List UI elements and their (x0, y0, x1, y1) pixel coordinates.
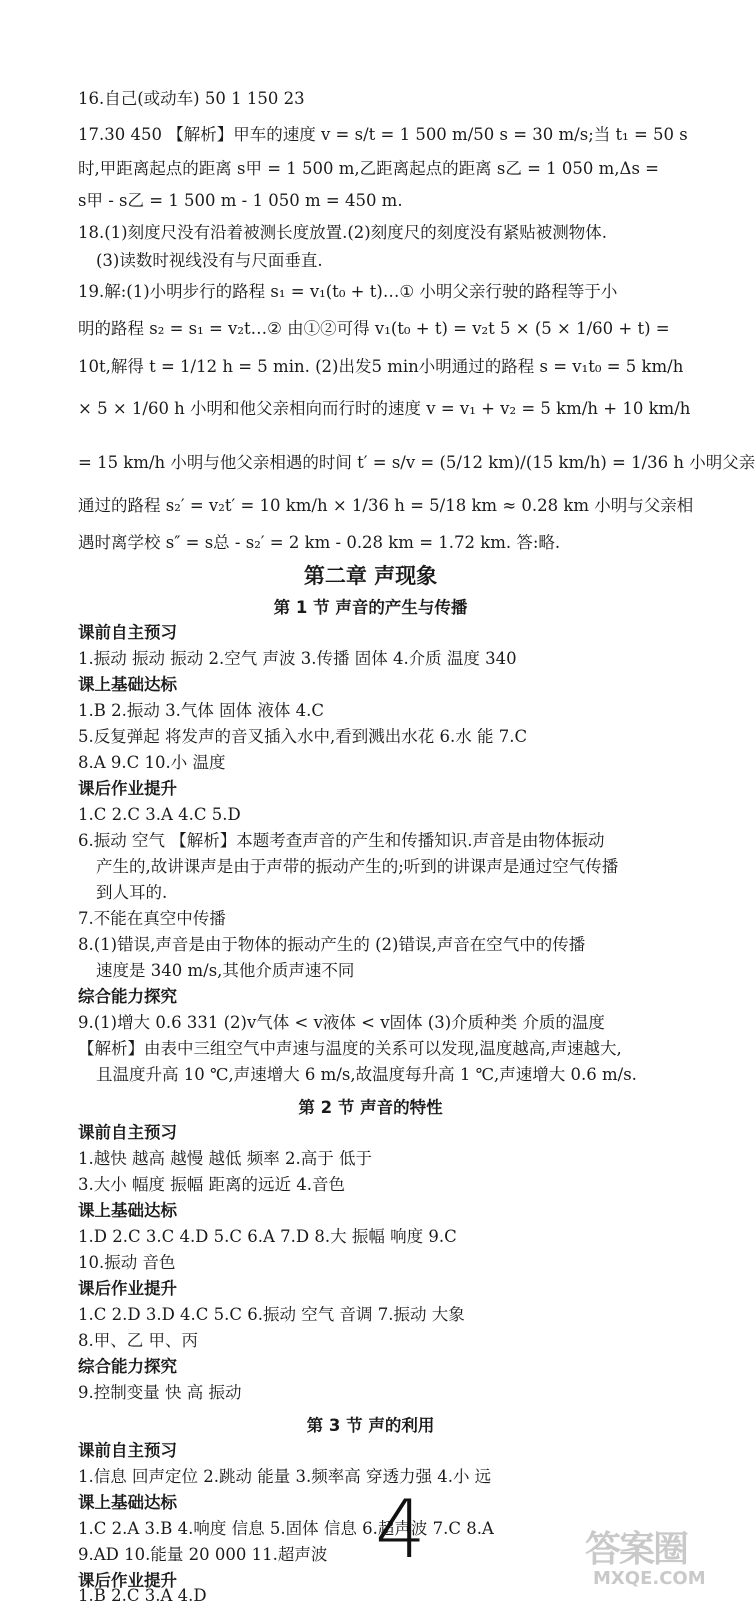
answer-19-line-7: 遇时离学校 s″ = s总 - s₂′ = 2 km - 0.28 km = 1.72 km. 答:略. (78, 533, 561, 552)
answer-18-line-1: 18.(1)刻度尺没有沿着被测长度放置.(2)刻度尺的刻度没有紧贴被测物体. (78, 223, 607, 242)
section-3-line: 1.B 2.C 3.A 4.D (78, 1586, 207, 1605)
answer-19-line-4: × 5 × 1/60 h 小明和他父亲相向而行时的速度 v = v₁ + v₂ = 5 km/h + 10 km/h (78, 399, 691, 418)
section-2-line: 10.振动 音色 (78, 1253, 176, 1272)
section-1-line: 速度是 340 m/s,其他介质声速不同 (96, 961, 355, 980)
section-1-heading: 课后作业提升 (78, 779, 177, 798)
section-1-line: 9.(1)增大 0.6 331 (2)v气体 < v液体 < v固体 (3)介质种类 介质的温度 (78, 1013, 605, 1032)
section-2-title: 第 2 节 声音的特性 (298, 1098, 443, 1117)
answer-19-line-1: 19.解:(1)小明步行的路程 s₁ = v₁(t₀ + t)…① 小明父亲行驶的路程等于小 (78, 282, 618, 301)
section-2-line: 1.越快 越高 越慢 越低 频率 2.高于 低于 (78, 1149, 372, 1168)
answer-19-line-3: 10t,解得 t = 1/12 h = 5 min. (2)出发5 min小明通过的路程 s = v₁t₀ = 5 km/h (78, 357, 684, 376)
section-1-line: 1.C 2.C 3.A 4.C 5.D (78, 805, 241, 824)
answer-19-line-2: 明的路程 s₂ = s₁ = v₂t…② 由①②可得 v₁(t₀ + t) = v₂t 5 × (5 × 1/60 + t) = (78, 319, 670, 338)
section-3-line: 9.AD 10.能量 20 000 11.超声波 (78, 1545, 328, 1564)
section-1-heading: 课上基础达标 (78, 675, 177, 694)
section-1-line: 8.A 9.C 10.小 温度 (78, 753, 226, 772)
section-1-heading: 综合能力探究 (78, 987, 177, 1006)
answer-17-line-1: 17.30 450 【解析】甲车的速度 v = s/t = 1 500 m/50 s = 30 m/s;当 t₁ = 50 s (78, 125, 688, 144)
answer-19-line-5: = 15 km/h 小明与他父亲相遇的时间 t′ = s/v = (5/12 km)/(15 km/h) = 1/36 h 小明父亲 (78, 453, 755, 472)
section-2-line: 1.D 2.C 3.C 4.D 5.C 6.A 7.D 8.大 振幅 响度 9.C (78, 1227, 457, 1246)
section-3-heading: 课前自主预习 (78, 1441, 177, 1460)
watermark-site-text: MXQE.COM (593, 1568, 706, 1589)
answer-16: 16.自己(或动车) 50 1 150 23 (78, 89, 305, 108)
section-1-title: 第 1 节 声音的产生与传播 (273, 598, 468, 617)
section-3-heading: 课后作业提升 (78, 1571, 177, 1590)
section-1-line: 8.(1)错误,声音是由于物体的振动产生的 (2)错误,声音在空气中的传播 (78, 935, 586, 954)
answer-17-line-3: s甲 - s乙 = 1 500 m - 1 050 m = 450 m. (78, 191, 403, 210)
answer-18-line-2: (3)读数时视线没有与尺面垂直. (96, 251, 323, 270)
answer-17-line-2: 时,甲距离起点的距离 s甲 = 1 500 m,乙距离起点的距离 s乙 = 1 050 m,Δs = (78, 159, 659, 178)
section-2-line: 3.大小 幅度 振幅 距离的远近 4.音色 (78, 1175, 345, 1194)
section-1-line: 产生的,故讲课声是由于声带的振动产生的;听到的讲课声是通过空气传播 (96, 857, 619, 876)
section-3-line: 1.信息 回声定位 2.跳动 能量 3.频率高 穿透力强 4.小 远 (78, 1467, 492, 1486)
section-2-heading: 课后作业提升 (78, 1279, 177, 1298)
section-1-line: 且温度升高 10 ℃,声速增大 6 m/s,故温度每升高 1 ℃,声速增大 0.6 m/s. (96, 1065, 637, 1084)
section-1-line: 1.B 2.振动 3.气体 固体 液体 4.C (78, 701, 324, 720)
section-3-heading: 课上基础达标 (78, 1493, 177, 1512)
watermark-logo (585, 1530, 735, 1598)
section-1-line: 6.振动 空气 【解析】本题考查声音的产生和传播知识.声音是由物体振动 (78, 831, 605, 850)
section-1-line: 7.不能在真空中传播 (78, 909, 226, 928)
section-2-line: 9.控制变量 快 高 振动 (78, 1383, 242, 1402)
answer-19-line-6: 通过的路程 s₂′ = v₂t′ = 10 km/h × 1/36 h = 5/18 km ≈ 0.28 km 小明与父亲相 (78, 496, 694, 515)
section-2-heading: 课前自主预习 (78, 1123, 177, 1142)
section-2-line: 1.C 2.D 3.D 4.C 5.C 6.振动 空气 音调 7.振动 大象 (78, 1305, 465, 1324)
section-3-line: 1.C 2.A 3.B 4.响度 信息 5.固体 信息 6.超声波 7.C 8.A (78, 1519, 494, 1538)
section-1-line: 【解析】由表中三组空气中声速与温度的关系可以发现,温度越高,声速越大, (78, 1039, 622, 1058)
section-1-line: 到人耳的. (96, 883, 168, 902)
section-2-heading: 课上基础达标 (78, 1201, 177, 1220)
section-3-title: 第 3 节 声的利用 (306, 1416, 435, 1435)
watermark-main-text: 答案圈 (585, 1529, 688, 1570)
section-2-heading: 综合能力探究 (78, 1357, 177, 1376)
section-1-heading: 课前自主预习 (78, 623, 177, 642)
chapter-title: 第二章 声现象 (303, 564, 438, 588)
section-1-line: 1.振动 振动 振动 2.空气 声波 3.传播 固体 4.介质 温度 340 (78, 649, 517, 668)
handwritten-page-number: 4 (375, 1483, 426, 1576)
section-2-line: 8.甲、乙 甲、丙 (78, 1331, 198, 1350)
section-1-line: 5.反复弹起 将发声的音叉插入水中,看到溅出水花 6.水 能 7.C (78, 727, 528, 746)
